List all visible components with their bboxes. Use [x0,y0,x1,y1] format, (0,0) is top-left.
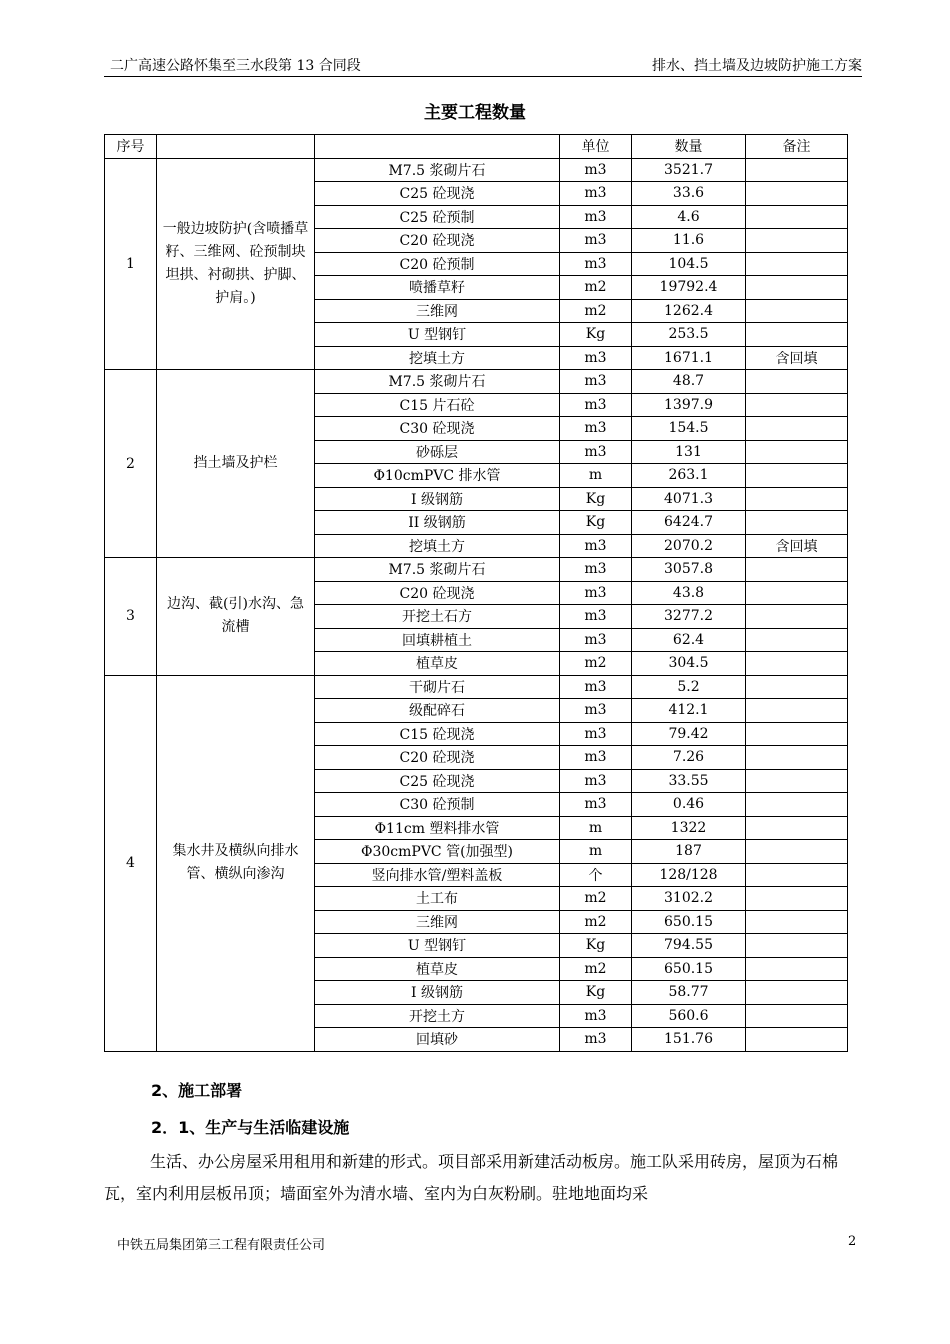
quantity-cell: 128/128 [632,863,746,887]
unit-cell: m3 [560,370,632,394]
subsection-heading: 2．1、生产与生活临建设施 [151,1118,350,1137]
quantity-cell: 154.5 [632,417,746,441]
header-project-name: 二广高速公路怀集至三水段第 13 合同段 [110,58,361,74]
quantity-cell: 7.26 [632,746,746,770]
note-cell [746,652,848,676]
note-cell [746,440,848,464]
note-cell [746,840,848,864]
unit-cell: m2 [560,299,632,323]
quantity-cell: 560.6 [632,1004,746,1028]
item-name: M7.5 浆砌片石 [315,158,560,182]
table-row [105,675,848,699]
unit-cell: m3 [560,581,632,605]
item-name: C15 片石砼 [315,393,560,417]
quantity-cell: 5.2 [632,675,746,699]
item-name: C30 砼现浇 [315,417,560,441]
unit-cell: m2 [560,276,632,300]
unit-cell: m2 [560,652,632,676]
unit-cell: m3 [560,1028,632,1052]
footer-page-number: 2 [848,1234,857,1249]
unit-cell: m [560,840,632,864]
note-cell [746,675,848,699]
group-name: 边沟、截(引)水沟、急流槽 [157,558,315,676]
note-cell [746,699,848,723]
note-cell [746,205,848,229]
note-cell [746,370,848,394]
item-name: 开挖土方 [315,1004,560,1028]
item-name: Φ11cm 塑料排水管 [315,816,560,840]
quantity-cell: 412.1 [632,699,746,723]
col-header-item [315,135,560,159]
item-name: 砂砾层 [315,440,560,464]
quantity-cell: 131 [632,440,746,464]
table-row [105,558,848,582]
group-number: 1 [105,158,157,370]
quantity-table [104,134,848,1052]
note-cell [746,957,848,981]
unit-cell: m3 [560,699,632,723]
quantity-cell: 650.15 [632,910,746,934]
unit-cell: m3 [560,558,632,582]
quantity-cell: 33.6 [632,182,746,206]
table-body [105,158,848,1051]
item-name: Φ30cmPVC 管(加强型) [315,840,560,864]
note-cell [746,417,848,441]
note-cell [746,628,848,652]
item-name: I 级钢筋 [315,981,560,1005]
quantity-cell: 62.4 [632,628,746,652]
quantity-cell: 4.6 [632,205,746,229]
item-name: C25 砼现浇 [315,182,560,206]
note-cell [746,464,848,488]
section-heading: 2、施工部署 [151,1081,243,1100]
unit-cell: m3 [560,793,632,817]
unit-cell: m3 [560,1004,632,1028]
unit-cell: m3 [560,746,632,770]
quantity-cell: 1322 [632,816,746,840]
quantity-cell: 187 [632,840,746,864]
item-name: C25 砼预制 [315,205,560,229]
item-name: 级配碎石 [315,699,560,723]
item-name: U 型钢钉 [315,934,560,958]
quantity-cell: 253.5 [632,323,746,347]
unit-cell: m2 [560,910,632,934]
unit-cell: m3 [560,440,632,464]
unit-cell: m3 [560,605,632,629]
quantity-cell: 151.76 [632,1028,746,1052]
item-name: 竖向排水管/塑料盖板 [315,863,560,887]
unit-cell: Kg [560,981,632,1005]
item-name: 喷播草籽 [315,276,560,300]
note-cell [746,863,848,887]
unit-cell: Kg [560,511,632,535]
unit-cell: m3 [560,534,632,558]
col-header-unit: 单位 [560,135,632,159]
unit-cell: m [560,464,632,488]
unit-cell: Kg [560,934,632,958]
quantity-cell: 3277.2 [632,605,746,629]
note-cell [746,910,848,934]
item-name: II 级钢筋 [315,511,560,535]
unit-cell: m3 [560,158,632,182]
unit-cell: 个 [560,863,632,887]
item-name: 植草皮 [315,652,560,676]
note-cell [746,934,848,958]
note-cell [746,158,848,182]
quantity-cell: 3521.7 [632,158,746,182]
quantity-cell: 19792.4 [632,276,746,300]
item-name: C20 砼预制 [315,252,560,276]
note-cell [746,511,848,535]
unit-cell: m [560,816,632,840]
quantity-cell: 1397.9 [632,393,746,417]
unit-cell: m3 [560,628,632,652]
quantity-cell: 650.15 [632,957,746,981]
col-header-category [157,135,315,159]
item-name: 开挖土石方 [315,605,560,629]
quantity-cell: 48.7 [632,370,746,394]
item-name: 干砌片石 [315,675,560,699]
item-name: M7.5 浆砌片石 [315,558,560,582]
quantity-cell: 33.55 [632,769,746,793]
table-title: 主要工程数量 [424,103,526,123]
group-number: 3 [105,558,157,676]
item-name: C30 砼预制 [315,793,560,817]
col-header-quantity: 数量 [632,135,746,159]
note-cell [746,393,848,417]
note-cell [746,252,848,276]
group-name: 一般边坡防护(含喷播草籽、三维网、砼预制块坦拱、衬砌拱、护脚、护肩。) [157,158,315,370]
note-cell [746,605,848,629]
note-cell [746,722,848,746]
quantity-cell: 3102.2 [632,887,746,911]
unit-cell: m3 [560,393,632,417]
item-name: 三维网 [315,910,560,934]
quantity-cell: 794.55 [632,934,746,958]
unit-cell: m3 [560,722,632,746]
note-cell [746,276,848,300]
note-cell [746,487,848,511]
item-name: 土工布 [315,887,560,911]
note-cell [746,769,848,793]
quantity-cell: 79.42 [632,722,746,746]
note-cell [746,746,848,770]
unit-cell: m3 [560,229,632,253]
item-name: C25 砼现浇 [315,769,560,793]
item-name: C15 砼现浇 [315,722,560,746]
body-paragraph [104,1146,864,1210]
note-cell [746,793,848,817]
quantity-cell: 2070.2 [632,534,746,558]
item-name: C20 砼现浇 [315,746,560,770]
note-cell [746,299,848,323]
item-name: C20 砼现浇 [315,581,560,605]
quantity-cell: 11.6 [632,229,746,253]
note-cell: 含回填 [746,534,848,558]
quantity-cell: 6424.7 [632,511,746,535]
item-name: M7.5 浆砌片石 [315,370,560,394]
item-name: 回填砂 [315,1028,560,1052]
group-number: 4 [105,675,157,1051]
quantity-cell: 58.77 [632,981,746,1005]
quantity-cell: 3057.8 [632,558,746,582]
unit-cell: m2 [560,957,632,981]
unit-cell: m3 [560,675,632,699]
item-name: 回填耕植土 [315,628,560,652]
item-name: 挖填土方 [315,534,560,558]
group-name: 挡土墙及护栏 [157,370,315,558]
unit-cell: Kg [560,323,632,347]
table-row [105,370,848,394]
item-name: 挖填土方 [315,346,560,370]
group-number: 2 [105,370,157,558]
unit-cell: m3 [560,769,632,793]
item-name: C20 砼现浇 [315,229,560,253]
quantity-cell: 43.8 [632,581,746,605]
col-header-no: 序号 [105,135,157,159]
item-name: 植草皮 [315,957,560,981]
quantity-cell: 1671.1 [632,346,746,370]
note-cell [746,816,848,840]
table-header-row [105,135,848,159]
note-cell [746,1028,848,1052]
quantity-cell: 1262.4 [632,299,746,323]
col-header-note: 备注 [746,135,848,159]
quantity-cell: 4071.3 [632,487,746,511]
item-name: Φ10cmPVC 排水管 [315,464,560,488]
unit-cell: m3 [560,417,632,441]
quantity-cell: 104.5 [632,252,746,276]
note-cell [746,887,848,911]
item-name: U 型钢钉 [315,323,560,347]
group-name: 集水井及横纵向排水管、横纵向渗沟 [157,675,315,1051]
item-name: I 级钢筋 [315,487,560,511]
note-cell [746,229,848,253]
unit-cell: m3 [560,182,632,206]
unit-cell: m3 [560,346,632,370]
item-name: 三维网 [315,299,560,323]
note-cell [746,1004,848,1028]
page-header [104,56,862,77]
body-paragraph-text: 生活、办公房屋采用租用和新建的形式。项目部采用新建活动板房。施工队采用砖房，屋顶为石棉瓦，室内利用层板吊顶；墙面室外为清水墙、室内为白灰粉刷。驻地地面均采 [104,1152,839,1203]
footer-company: 中铁五局集团第三工程有限责任公司 [117,1238,326,1253]
unit-cell: Kg [560,487,632,511]
unit-cell: m3 [560,205,632,229]
table-row [105,158,848,182]
note-cell [746,323,848,347]
quantity-cell: 304.5 [632,652,746,676]
note-cell: 含回填 [746,346,848,370]
unit-cell: m3 [560,252,632,276]
note-cell [746,981,848,1005]
unit-cell: m2 [560,887,632,911]
quantity-cell: 263.1 [632,464,746,488]
quantity-cell: 0.46 [632,793,746,817]
header-document-title: 排水、挡土墙及边坡防护施工方案 [652,58,862,74]
note-cell [746,558,848,582]
note-cell [746,581,848,605]
note-cell [746,182,848,206]
